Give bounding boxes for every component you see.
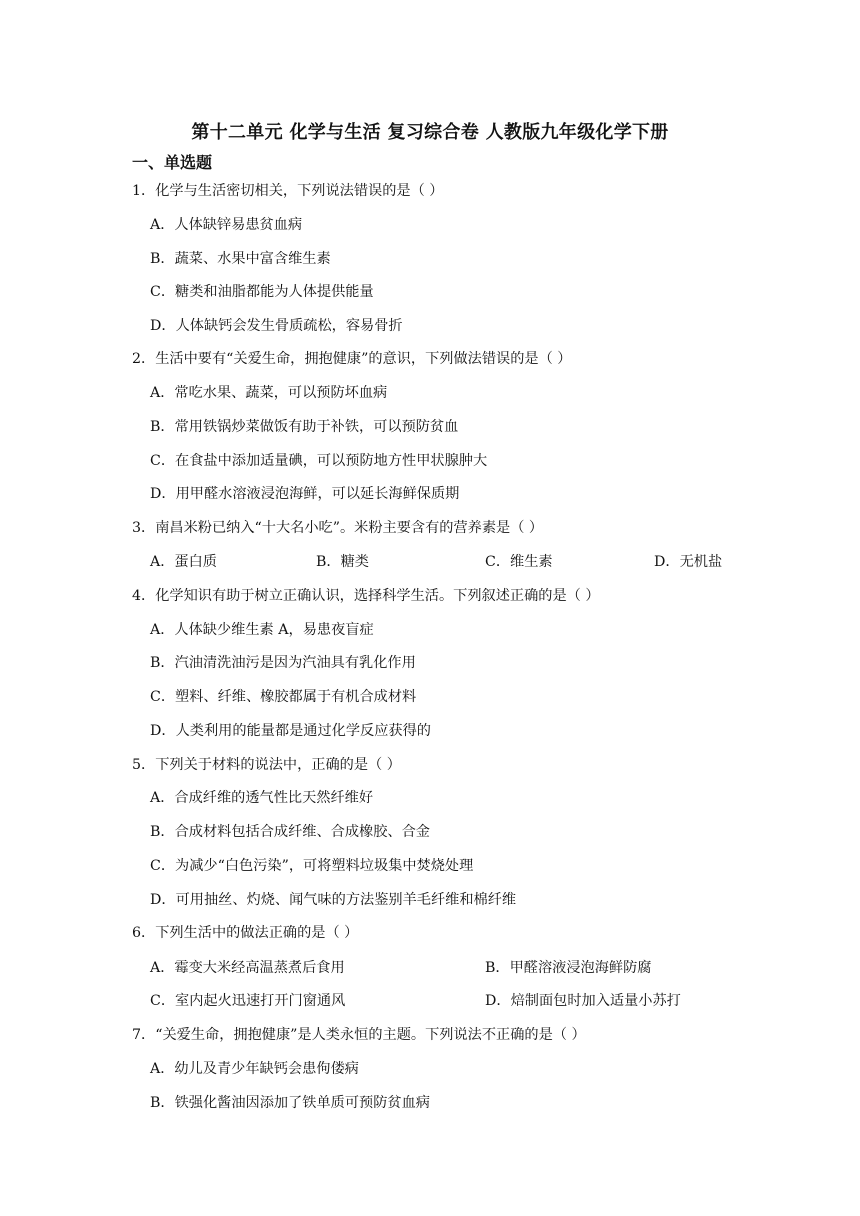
option: B．合成材料包括合成纤维、合成橡胶、合金 [150, 824, 430, 840]
option: B．汽油清洗油污是因为汽油具有乳化作用 [150, 655, 416, 671]
option: D．人体缺钙会发生骨质疏松，容易骨折 [150, 318, 403, 334]
option: D．焙制面包时加入适量小苏打 [485, 993, 681, 1009]
option: D．无机盐 [654, 554, 723, 570]
option: A．蛋白质 [150, 554, 217, 570]
option: B．糖类 [316, 554, 369, 570]
option: D．人类利用的能量都是通过化学反应获得的 [150, 723, 431, 739]
question-stem: 3．南昌米粉已纳入“十大名小吃”。米粉主要含有的营养素是（ ） [132, 520, 544, 536]
option: B．常用铁锅炒菜做饭有助于补铁，可以预防贫血 [150, 419, 459, 435]
question-stem: 2．生活中要有“关爱生命，拥抱健康”的意识，下列做法错误的是（ ） [132, 351, 572, 367]
option: B．甲醛溶液浸泡海鲜防腐 [485, 960, 652, 976]
option: A．人体缺锌易患贫血病 [150, 217, 303, 233]
option: D．用甲醛水溶液浸泡海鲜，可以延长海鲜保质期 [150, 486, 460, 502]
section-heading: 一、单选题 [132, 153, 213, 172]
option: D．可用抽丝、灼烧、闻气味的方法鉴别羊毛纤维和棉纤维 [150, 892, 517, 908]
option: C．为减少“白色污染”，可将塑料垃圾集中焚烧处理 [150, 858, 474, 874]
question-stem: 6．下列生活中的做法正确的是（ ） [132, 925, 359, 941]
option: B．铁强化酱油因添加了铁单质可预防贫血病 [150, 1095, 430, 1111]
option: C．塑料、纤维、橡胶都属于有机合成材料 [150, 689, 417, 705]
option: C．糖类和油脂都能为人体提供能量 [150, 284, 374, 300]
question-stem: 4．化学知识有助于树立正确认识，选择科学生活。下列叙述正确的是（ ） [132, 588, 600, 604]
page-title: 第十二单元 化学与生活 复习综合卷 人教版九年级化学下册 [191, 122, 669, 143]
option: A．常吃水果、蔬菜，可以预防坏血病 [150, 385, 388, 401]
option: C．维生素 [485, 554, 553, 570]
option: A．人体缺少维生素 A，易患夜盲症 [150, 622, 374, 638]
option: A．幼儿及青少年缺钙会患佝偻病 [150, 1061, 359, 1077]
option: B．蔬菜、水果中富含维生素 [150, 251, 331, 267]
option: C．室内起火迅速打开门窗通风 [150, 993, 346, 1009]
question-stem: 7．“关爱生命，拥抱健康”是人类永恒的主题。下列说法不正确的是（ ） [132, 1027, 586, 1043]
question-stem: 1．化学与生活密切相关，下列说法错误的是（ ） [132, 183, 444, 199]
option: A．霉变大米经高温蒸煮后食用 [150, 960, 345, 976]
option: A．合成纤维的透气性比天然纤维好 [150, 790, 374, 806]
option: C．在食盐中添加适量碘，可以预防地方性甲状腺肿大 [150, 453, 488, 469]
question-stem: 5．下列关于材料的说法中，正确的是（ ） [132, 757, 401, 773]
